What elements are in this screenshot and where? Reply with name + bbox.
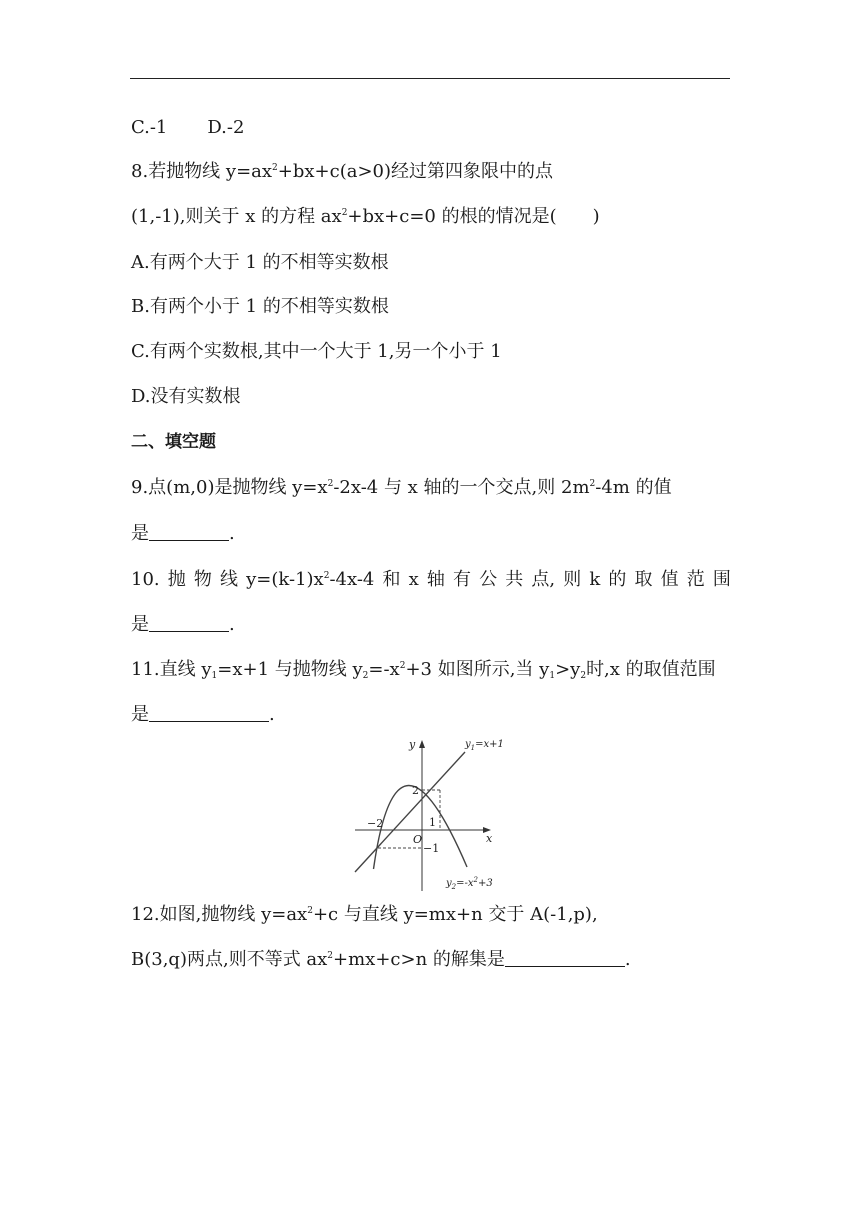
- q8-text: (1,-1),则关于 x 的方程 ax: [131, 206, 342, 227]
- q8-text: +bx+c=0 的根的情况是( ): [347, 206, 600, 227]
- q9-exponent: 2: [327, 479, 334, 489]
- q10-word: 围: [712, 569, 731, 590]
- q11-exponent: 2: [399, 661, 406, 671]
- q7-option-c: C.-1: [131, 117, 168, 138]
- line-equation-label: $y_1=x+1$: [465, 739, 504, 752]
- q10-word: y=(k-1)x: [246, 569, 324, 590]
- q11-line2: [131, 703, 731, 727]
- tick-label-1: 1: [429, 816, 436, 829]
- q8-option-b: B.有两个小于 1 的不相等实数根: [131, 296, 389, 317]
- q9-text: -4m 的值: [595, 477, 672, 498]
- q11-subscript: 2: [580, 671, 587, 681]
- q10-word: 和: [382, 569, 401, 590]
- tick-label-2: 2: [412, 784, 419, 797]
- q11-line1: [131, 658, 731, 682]
- q11-period: .: [269, 704, 275, 725]
- q10-line1: [131, 568, 731, 592]
- q8-stem-line1: [131, 160, 731, 184]
- q10-word: 共: [505, 569, 524, 590]
- y-axis: [419, 740, 425, 891]
- q11-text: =x+1 与抛物线 y: [217, 659, 363, 680]
- parabola-curve: [374, 785, 468, 869]
- q9-line1: [131, 476, 731, 500]
- q10-word: k: [589, 569, 601, 590]
- q12-text: B(3,q)两点,则不等式 ax: [131, 949, 328, 970]
- q10-word: 抛: [167, 569, 186, 590]
- q8-text: 若抛物线 y=ax: [148, 161, 273, 182]
- q9-line2: [131, 522, 731, 546]
- tick-label-neg2: −2: [367, 817, 384, 830]
- q7-option-d: D.-2: [207, 117, 245, 138]
- q8-number: 8.: [131, 161, 149, 182]
- q11-subscript: 1: [211, 671, 218, 681]
- q10-word: 值: [660, 569, 679, 590]
- q10-word: 线: [220, 569, 239, 590]
- q10-word: 点,: [531, 569, 556, 590]
- q8-stem-line2: [131, 205, 731, 229]
- q8-exponent: 2: [341, 208, 348, 218]
- q10-word: 物: [193, 569, 212, 590]
- q8-option-a: A.有两个大于 1 的不相等实数根: [131, 252, 389, 273]
- q9-text: 是: [131, 523, 149, 544]
- tick-label-neg1: −1: [423, 842, 440, 855]
- q8-option-c: C.有两个实数根,其中一个大于 1,另一个小于 1: [131, 341, 502, 362]
- q8-exponent: 2: [272, 163, 278, 173]
- line-graph: [355, 752, 465, 872]
- q10-word: 的: [608, 569, 627, 590]
- q12-text: +c 与直线 y=mx+n 交于 A(-1,p),: [312, 904, 598, 925]
- q12-period: .: [624, 949, 631, 970]
- parabola-equation-label: $y_2=-x^2+3$: [446, 876, 493, 891]
- q11-answer-blank[interactable]: [149, 703, 269, 722]
- q11-subscript: 2: [362, 671, 369, 681]
- section-title: 二、填空题: [131, 432, 216, 452]
- q10-line2: [131, 613, 731, 637]
- q10-text: 是: [131, 614, 149, 635]
- header-rule: [130, 78, 730, 79]
- q9-exponent: 2: [589, 479, 596, 489]
- q11-text: >y: [555, 659, 581, 680]
- q8-text: +bx+c(a>0)经过第四象限中的点: [277, 161, 554, 182]
- q10-exponent: 2: [323, 571, 330, 581]
- q10-word: x: [408, 569, 419, 590]
- q10-word: 范: [686, 569, 705, 590]
- q11-text: 11.直线 y: [131, 659, 212, 680]
- q10-period: .: [229, 614, 235, 635]
- q8-option-d: D.没有实数根: [131, 386, 241, 407]
- q11-text: 时,x 的取值范围: [586, 659, 716, 680]
- q10-word: 轴: [426, 569, 445, 590]
- q12-text: +mx+c>n 的解集是: [333, 949, 505, 970]
- q11-figure: [350, 733, 510, 893]
- q10-word: 有: [453, 569, 472, 590]
- q12-text: 12.如图,抛物线 y=ax: [131, 904, 308, 925]
- q10-word: 则: [563, 569, 582, 590]
- q12-answer-blank[interactable]: [505, 948, 625, 967]
- q9-period: .: [229, 523, 235, 544]
- q7-options-line: [131, 116, 731, 140]
- q10-word: -4x-4: [329, 569, 375, 590]
- q12-line2: [131, 948, 731, 972]
- q10-answer-blank[interactable]: [149, 613, 229, 632]
- q11-text: 是: [131, 704, 149, 725]
- q10-word: 10.: [131, 569, 160, 590]
- q11-text: +3 如图所示,当 y: [405, 659, 550, 680]
- q11-subscript: 1: [549, 671, 556, 681]
- q11-text: =-x: [368, 659, 400, 680]
- q12-line1: [131, 903, 731, 927]
- q10-word: 公: [479, 569, 498, 590]
- q12-exponent: 2: [327, 951, 334, 961]
- origin-label: O: [413, 833, 423, 846]
- q12-exponent: 2: [307, 906, 313, 916]
- y-axis-label: y: [409, 738, 416, 751]
- x-axis-label: x: [486, 832, 493, 845]
- q10-word: 取: [634, 569, 653, 590]
- q9-text: -2x-4 与 x 轴的一个交点,则 2m: [333, 477, 590, 498]
- q9-answer-blank[interactable]: [149, 522, 229, 541]
- q9-text: 9.点(m,0)是抛物线 y=x: [131, 477, 328, 498]
